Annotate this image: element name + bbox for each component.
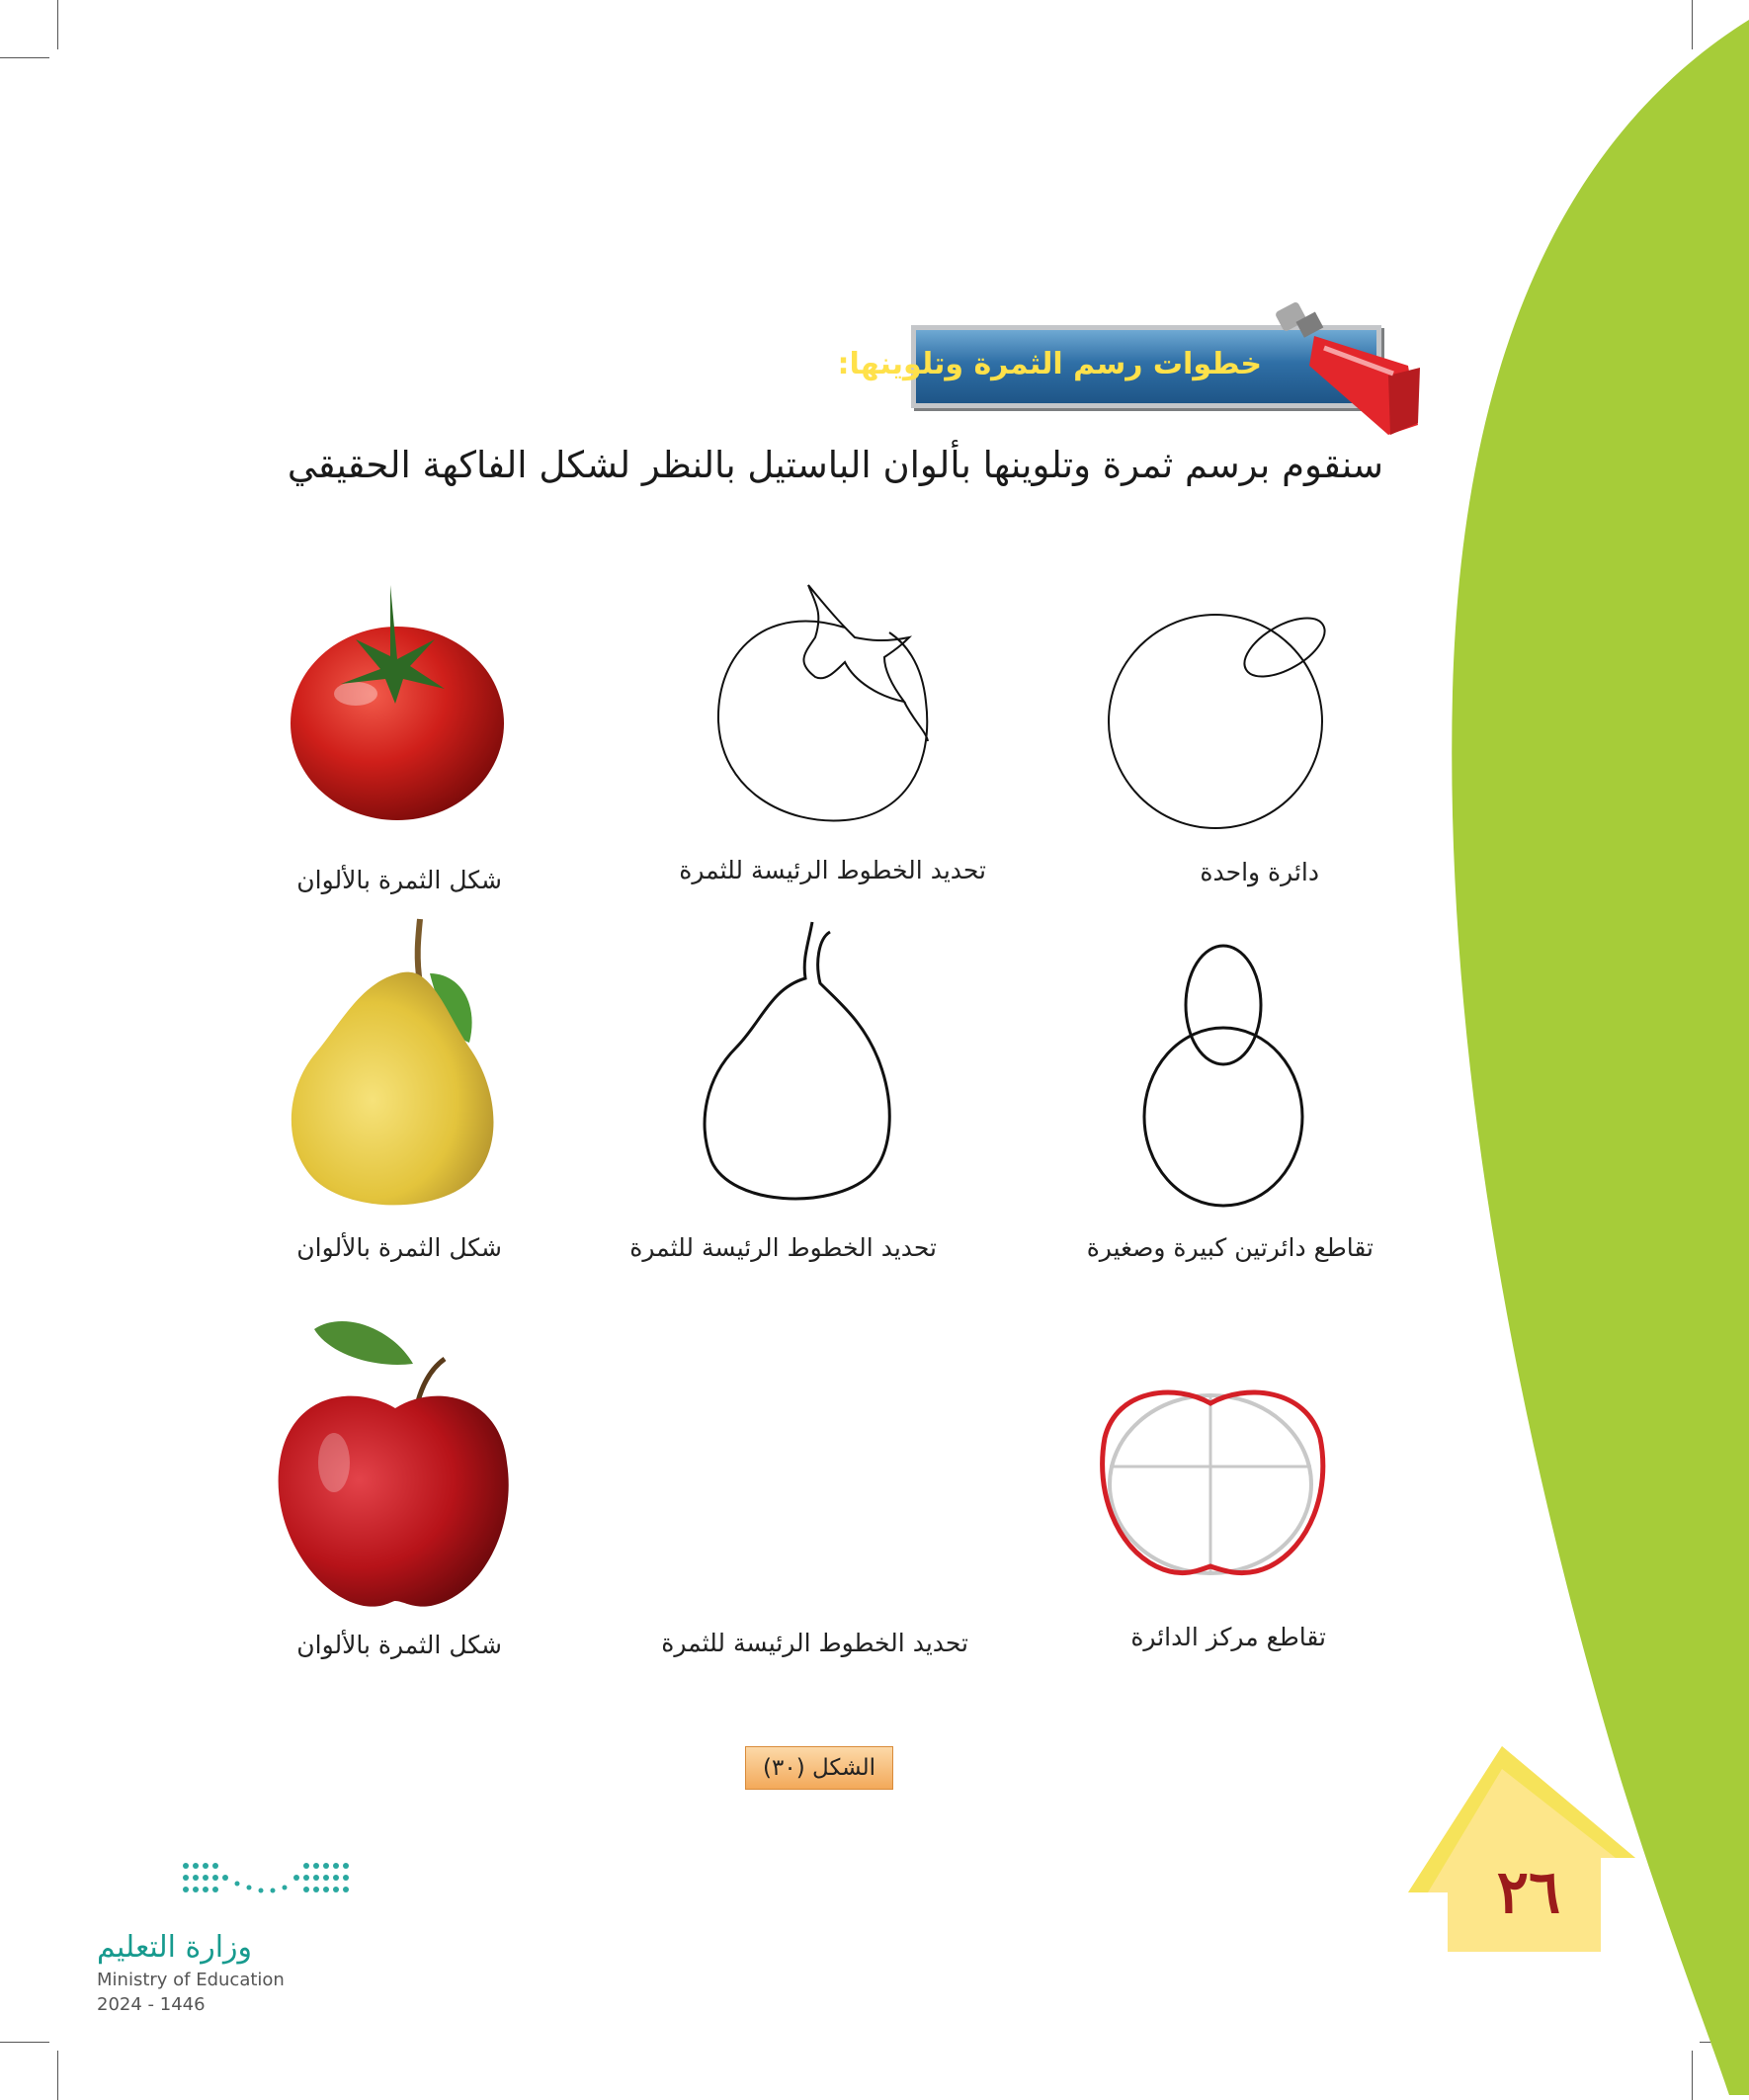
pear-outline-sketch bbox=[692, 914, 899, 1211]
tomato-outline-sketch bbox=[707, 583, 944, 830]
apple-circle-sketch bbox=[1097, 1384, 1329, 1581]
step2-caption: تحديد الخطوط الرئيسة للثمرة bbox=[679, 856, 986, 884]
crop-mark bbox=[57, 2051, 58, 2100]
page-number: ٢٦ bbox=[1496, 1858, 1561, 1927]
step1-caption: دائرة واحدة bbox=[1200, 858, 1319, 886]
page-number-house-shape bbox=[1403, 1744, 1640, 1962]
ministry-name-arabic: وزارة التعليم bbox=[97, 1930, 253, 1965]
circle-sketch bbox=[1102, 603, 1339, 830]
crop-mark bbox=[0, 57, 49, 58]
step1-caption: تقاطع دائرتين كبيرة وصغيرة bbox=[1086, 1233, 1374, 1262]
two-circles-sketch bbox=[1136, 934, 1314, 1211]
lead-text: سنقوم برسم ثمرة وتلوينها بألوان الباستيل بالنظر لشكل الفاكهة الحقيقي bbox=[287, 444, 1383, 486]
pear-colored-image bbox=[282, 914, 509, 1216]
step2-caption: تحديد الخطوط الرئيسة للثمرة bbox=[661, 1629, 968, 1657]
crop-mark bbox=[0, 2042, 49, 2043]
crop-mark bbox=[57, 0, 58, 49]
figure-label: الشكل (٣٠) bbox=[745, 1746, 893, 1790]
result-caption: شكل الثمرة بالألوان bbox=[296, 1631, 502, 1659]
section-heading: خطوات رسم الثمرة وتلوينها: bbox=[837, 347, 1262, 381]
ministry-logo-dots bbox=[178, 1858, 356, 1907]
tomato-colored-image bbox=[287, 585, 524, 822]
apple-colored-image bbox=[275, 1314, 517, 1616]
result-caption: شكل الثمرة بالألوان bbox=[296, 866, 502, 894]
ministry-year: 2024 - 1446 bbox=[97, 1994, 206, 2015]
result-caption: شكل الثمرة بالألوان bbox=[296, 1233, 502, 1262]
ministry-name-english: Ministry of Education bbox=[97, 1970, 285, 1990]
step2-caption: تحديد الخطوط الرئيسة للثمرة bbox=[629, 1233, 937, 1262]
step1-caption: تقاطع مركز الدائرة bbox=[1130, 1623, 1326, 1651]
paint-tube-icon bbox=[1270, 296, 1428, 445]
